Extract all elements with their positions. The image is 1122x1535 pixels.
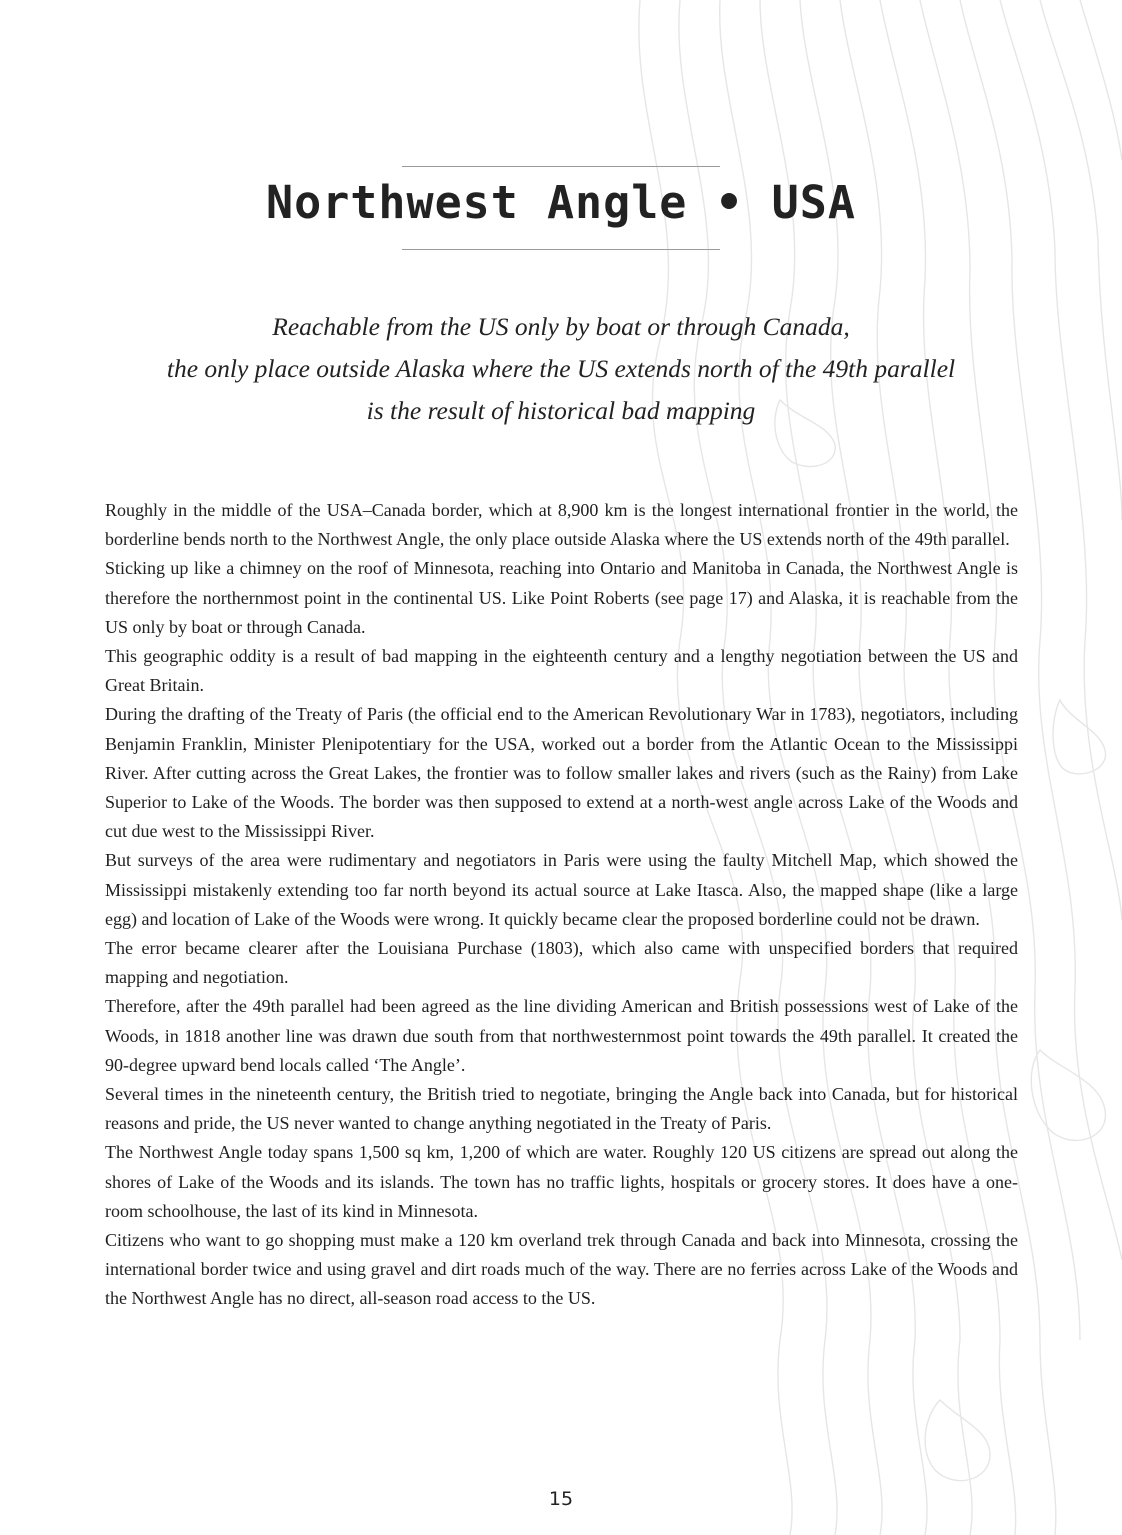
paragraph: The error became clearer after the Louisiana Purchase (1803), which also came with unspecified borders that required mapping and negotiation. — [105, 938, 1018, 988]
subtitle — [80, 306, 1042, 432]
subtitle-line: Reachable from the US only by boat or through Canada, — [272, 312, 850, 341]
subtitle-line: the only place outside Alaska where the US extends north of the 49th parallel — [166, 354, 956, 383]
title-rule-bottom — [402, 249, 720, 250]
paragraph: Citizens who want to go shopping must make a 120 km overland trek through Canada and back into Minnesota, crossing the international border twice and using gravel and dirt roads much of the way. There are no ferries across Lake of the Woods and the Northwest Angle has no direct, all-season road access to the US. — [105, 1230, 1018, 1309]
paragraph: The Northwest Angle today spans 1,500 sq km, 1,200 of which are water. Roughly 120 US citizens are spread out along the shores of Lake of the Woods and its islands. The town has no traffic lights, hospitals or grocery stores. It does have a one-room schoolhouse, the last of its kind in Minnesota. — [105, 1142, 1018, 1221]
page-number: 15 — [548, 1488, 574, 1510]
paragraph: Therefore, after the 49th parallel had been agreed as the line dividing American and British possessions west of Lake of the Woods, in 1818 another line was drawn due south from that northwesternmost point towards the 49th parallel. It created the 90-degree upward bend locals called ‘The Angle’. — [105, 996, 1018, 1075]
body-text — [105, 496, 1018, 1314]
title-rule-top — [402, 166, 720, 167]
paragraph: Roughly in the middle of the USA–Canada border, which at 8,900 km is the longest international frontier in the world, the borderline bends north to the Northwest Angle, the only place outside Alaska where the US extends north of the 49th parallel. — [105, 500, 1018, 550]
paragraph: But surveys of the area were rudimentary and negotiators in Paris were using the faulty Mitchell Map, which showed the Mississippi mistakenly extending too far north beyond its actual source at Lake Itasca. Also, the mapped shape (like a large egg) and location of Lake of the Woods were wrong. It quickly became clear the proposed borderline could not be drawn. — [105, 850, 1018, 929]
paragraph: This geographic oddity is a result of bad mapping in the eighteenth century and a lengthy negotiation between the US and Great Britain. — [105, 646, 1018, 696]
subtitle-line: is the result of historical bad mapping — [366, 396, 756, 425]
paragraph: Several times in the nineteenth century, the British tried to negotiate, bringing the Angle back into Canada, but for historical reasons and pride, the US never wanted to change anything negotiated in the Treaty of Paris. — [105, 1084, 1018, 1134]
paragraph: Sticking up like a chimney on the roof of Minnesota, reaching into Ontario and Manitoba in Canada, the Northwest Angle is therefore the northernmost point in the continental US. Like Point Roberts (see page 17) and Alaska, it is reachable from the US only by boat or through Canada. — [105, 558, 1018, 637]
page-title: Northwest Angle • USA — [266, 176, 856, 229]
paragraph: During the drafting of the Treaty of Paris (the official end to the American Revolutionary War in 1783), negotiators, including Benjamin Franklin, Minister Plenipotentiary for the USA, worked out a border from the Atlantic Ocean to the Mississippi River. After cutting across the Great Lakes, the frontier was to follow smaller lakes and rivers (such as the Rainy) from Lake Superior to Lake of the Woods. The border was then supposed to extend at a north-west angle across Lake of the Woods and cut due west to the Mississippi River. — [105, 704, 1018, 842]
